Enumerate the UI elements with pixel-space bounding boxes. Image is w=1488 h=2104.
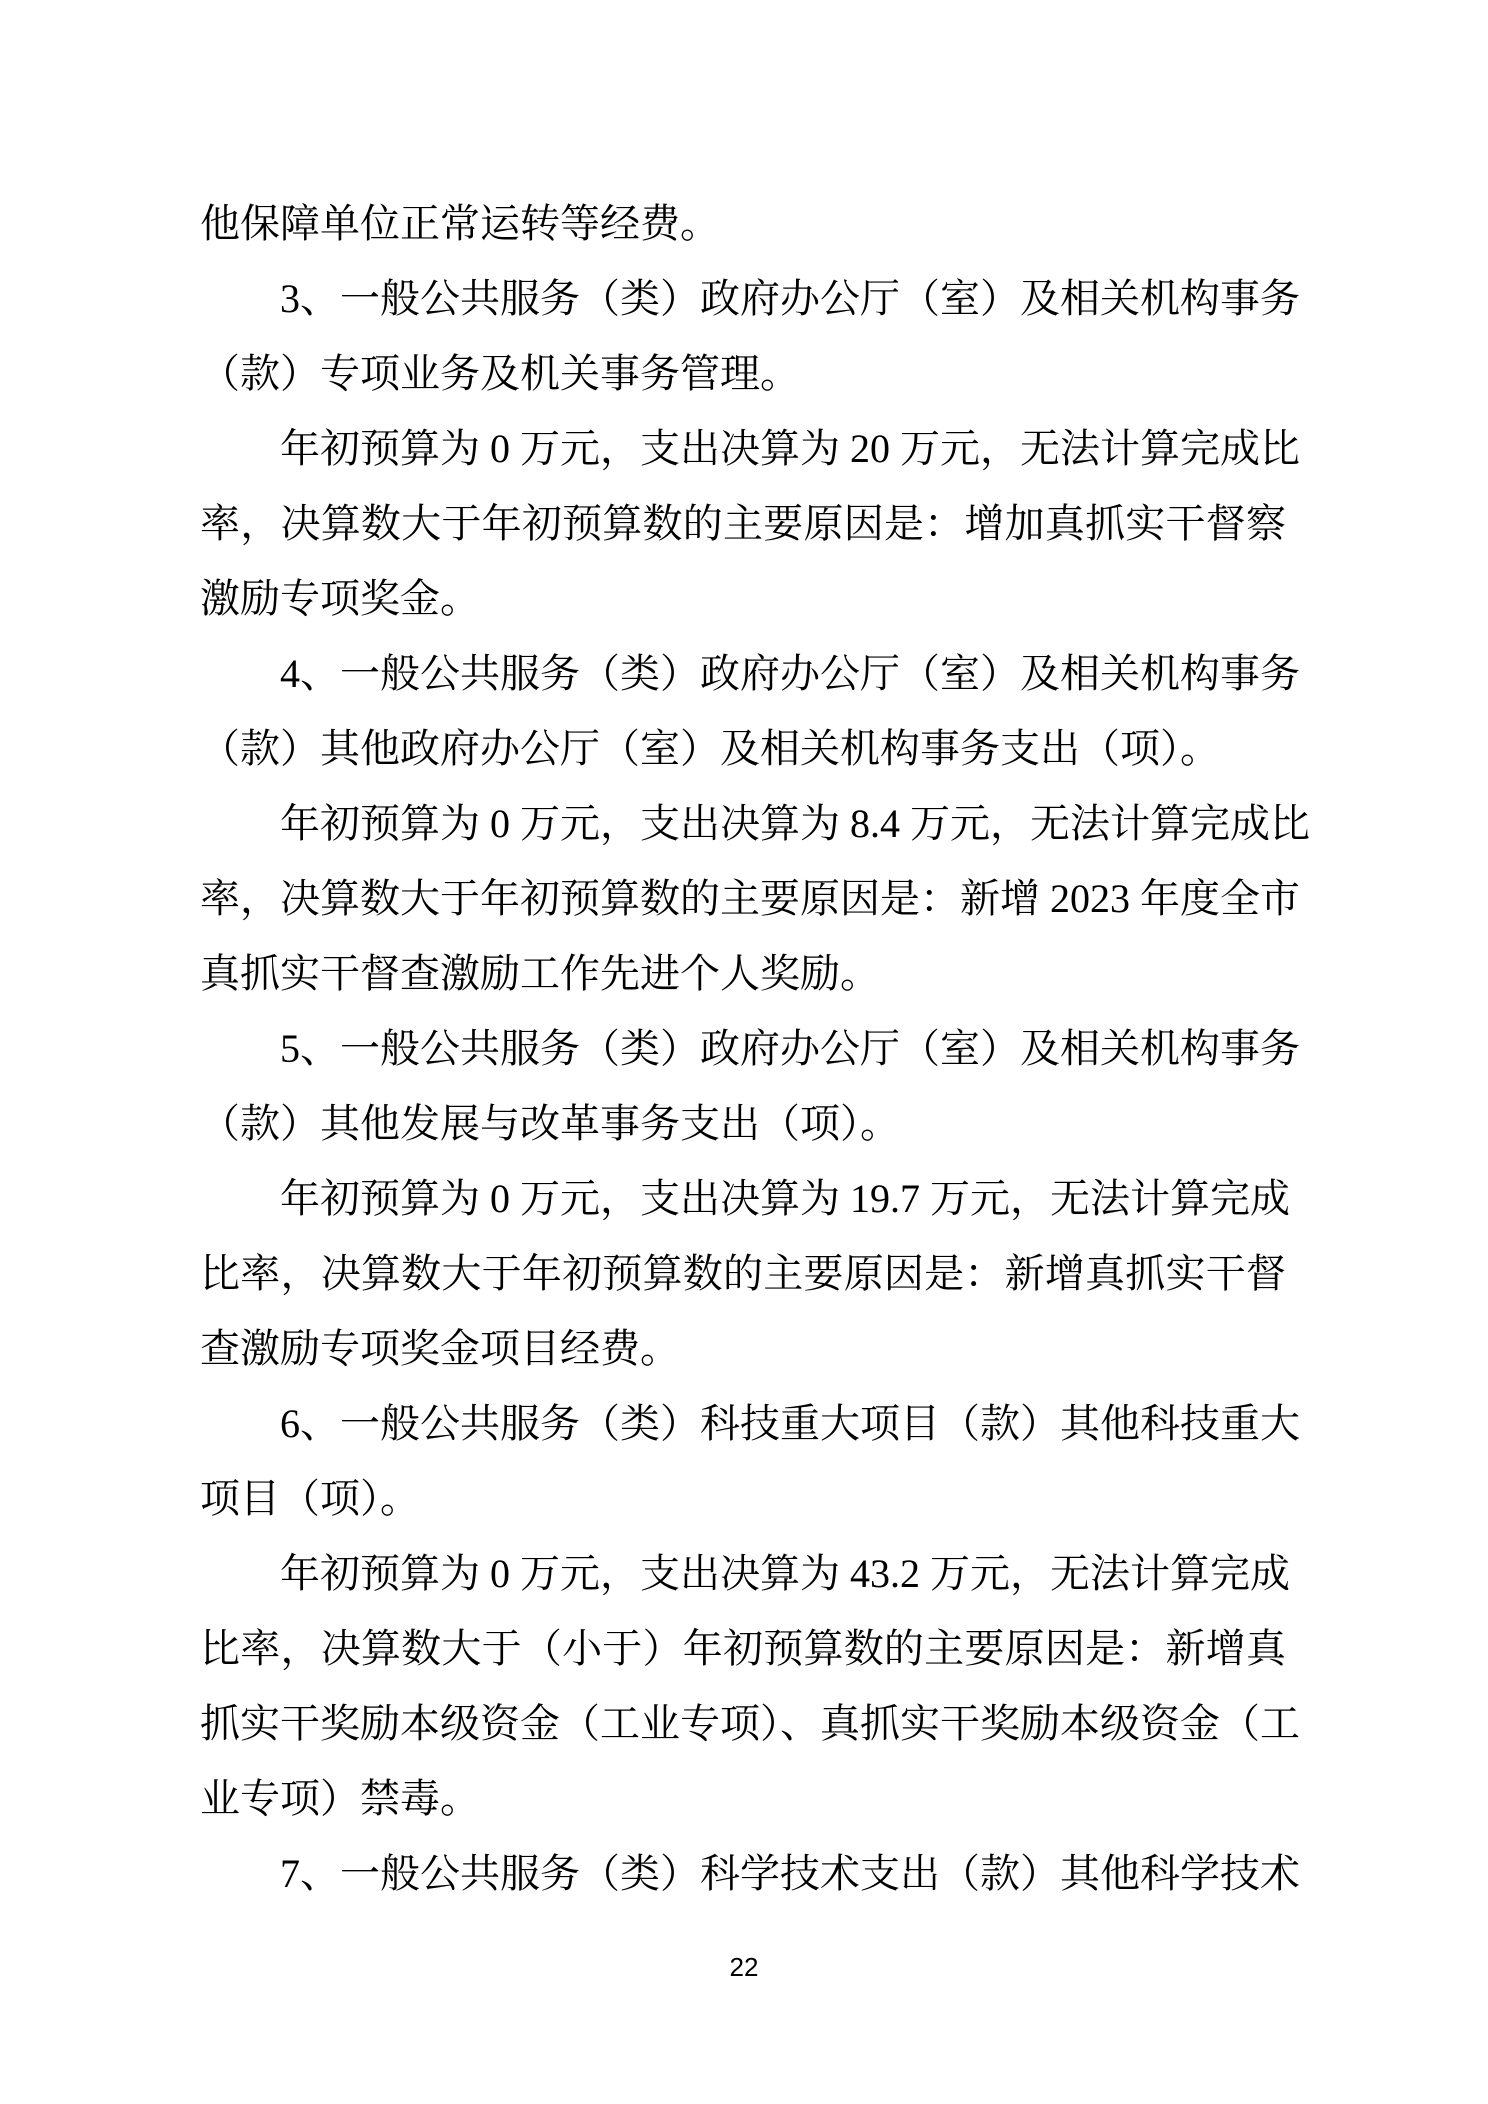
text-line: （款）其他发展与改革事务支出（项）。: [200, 1101, 900, 1146]
text-line: 3、一般公共服务（类）政府办公厅（室）及相关机构事务: [280, 276, 1300, 321]
document-body: [200, 186, 1310, 1911]
text-line: 年初预算为 0 万元，支出决算为 19.7 万元，无法计算完成: [280, 1176, 1290, 1221]
text-line: 比率，决算数大于年初预算数的主要原因是：新增真抓实干督: [200, 1251, 1286, 1296]
text-line: 年初预算为 0 万元，支出决算为 20 万元，无法计算完成比: [280, 426, 1300, 471]
page-number: 22: [729, 1952, 759, 1982]
text-line: （款）专项业务及机关事务管理。: [200, 351, 800, 396]
text-line: 查激励专项奖金项目经费。: [200, 1326, 680, 1371]
text-line: 真抓实干督查激励工作先进个人奖励。: [200, 951, 880, 996]
text-line: 比率，决算数大于（小于）年初预算数的主要原因是：新增真: [200, 1626, 1286, 1671]
text-line: 6、一般公共服务（类）科技重大项目（款）其他科技重大: [280, 1401, 1300, 1446]
text-line: 项目（项）。: [200, 1476, 420, 1521]
text-line: 率，决算数大于年初预算数的主要原因是：新增 2023 年度全市: [200, 876, 1300, 921]
text-line: （款）其他政府办公厅（室）及相关机构事务支出（项）。: [200, 726, 1220, 771]
text-line: 抓实干奖励本级资金（工业专项）、真抓实干奖励本级资金（工: [200, 1701, 1300, 1746]
text-line: 4、一般公共服务（类）政府办公厅（室）及相关机构事务: [280, 651, 1300, 696]
text-line: 年初预算为 0 万元，支出决算为 43.2 万元，无法计算完成: [280, 1551, 1290, 1596]
text-line: 业专项）禁毒。: [200, 1776, 480, 1821]
text-line: 他保障单位正常运转等经费。: [200, 201, 720, 246]
text-line: 7、一般公共服务（类）科学技术支出（款）其他科学技术: [280, 1851, 1300, 1896]
text-line: 年初预算为 0 万元，支出决算为 8.4 万元，无法计算完成比: [280, 801, 1310, 846]
text-line: 5、一般公共服务（类）政府办公厅（室）及相关机构事务: [280, 1026, 1300, 1071]
text-line: 激励专项奖金。: [200, 576, 480, 621]
text-line: 率，决算数大于年初预算数的主要原因是：增加真抓实干督察: [200, 501, 1286, 546]
